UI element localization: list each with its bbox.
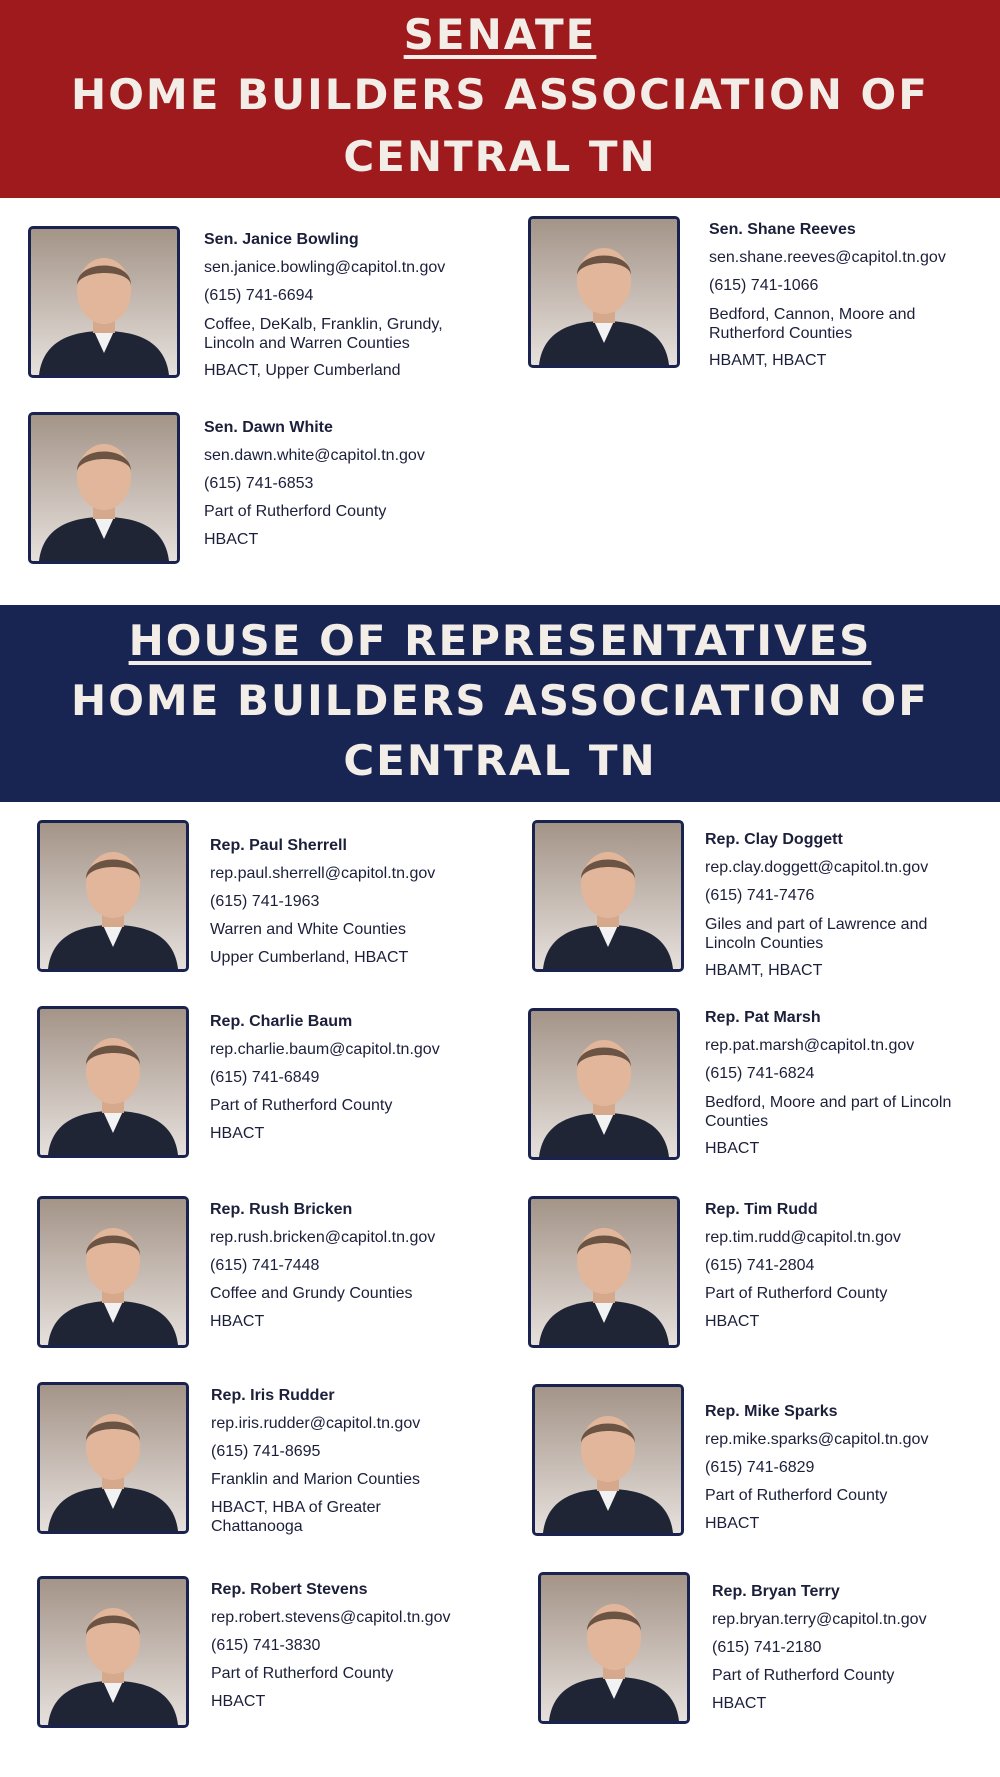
member-phone: (615) 741-6824 <box>705 1065 815 1082</box>
member-phone: (615) 741-1963 <box>210 893 320 910</box>
house-title: HOUSE OF REPRESENTATIVES <box>128 616 872 665</box>
member-counties: Part of Rutherford County <box>705 1285 888 1302</box>
member-email[interactable]: rep.tim.rudd@capitol.tn.gov <box>705 1229 901 1246</box>
member-phone: (615) 741-2804 <box>705 1257 815 1274</box>
member-email[interactable]: rep.robert.stevens@capitol.tn.gov <box>211 1609 451 1626</box>
member-phone: (615) 741-6849 <box>210 1069 320 1086</box>
member-associations: HBACT <box>712 1695 767 1712</box>
member-associations: HBAMT, HBACT <box>709 352 827 369</box>
member-name: Rep. Bryan Terry <box>712 1583 840 1600</box>
member-name: Rep. Mike Sparks <box>705 1403 838 1420</box>
member-email[interactable]: rep.clay.doggett@capitol.tn.gov <box>705 859 929 876</box>
member-associations: HBACT <box>211 1693 266 1710</box>
member-phone: (615) 741-6853 <box>204 475 314 492</box>
member-name: Sen. Janice Bowling <box>204 231 359 248</box>
member-photo <box>28 412 180 564</box>
member-email[interactable]: rep.rush.bricken@capitol.tn.gov <box>210 1229 436 1246</box>
member-phone: (615) 741-1066 <box>709 277 819 294</box>
member-counties: Coffee, DeKalb, Franklin, Grundy, Lincoln and Warren Counties <box>204 316 443 352</box>
member-associations: HBAMT, HBACT <box>705 962 823 979</box>
member-phone: (615) 741-7476 <box>705 887 815 904</box>
member-counties: Warren and White Counties <box>210 921 406 938</box>
senate-subtitle-1: HOME BUILDERS ASSOCIATION OF <box>71 70 929 119</box>
member-phone: (615) 741-7448 <box>210 1257 320 1274</box>
member-associations: HBACT <box>210 1313 265 1330</box>
senate-banner <box>0 0 1000 198</box>
member-associations: HBACT <box>705 1515 760 1532</box>
member-name: Sen. Shane Reeves <box>709 221 856 238</box>
member-phone: (615) 741-6829 <box>705 1459 815 1476</box>
member-photo <box>37 1576 189 1728</box>
member-email[interactable]: rep.mike.sparks@capitol.tn.gov <box>705 1431 929 1448</box>
member-photo <box>37 1382 189 1534</box>
member-email[interactable]: sen.dawn.white@capitol.tn.gov <box>204 447 425 464</box>
member-name: Rep. Iris Rudder <box>211 1387 335 1404</box>
member-counties: Part of Rutherford County <box>211 1665 394 1682</box>
member-counties: Giles and part of Lawrence and Lincoln Counties <box>705 916 928 952</box>
member-associations: HBACT <box>705 1313 760 1330</box>
member-name: Rep. Tim Rudd <box>705 1201 818 1218</box>
member-photo <box>37 820 189 972</box>
member-photo <box>528 1008 680 1160</box>
member-counties: Bedford, Cannon, Moore and Rutherford Counties <box>709 306 916 342</box>
member-email[interactable]: sen.janice.bowling@capitol.tn.gov <box>204 259 446 276</box>
member-counties: Part of Rutherford County <box>204 503 387 520</box>
member-name: Rep. Charlie Baum <box>210 1013 353 1030</box>
member-photo <box>528 216 680 368</box>
member-email[interactable]: rep.iris.rudder@capitol.tn.gov <box>211 1415 421 1432</box>
member-photo <box>528 1196 680 1348</box>
member-counties: Part of Rutherford County <box>705 1487 888 1504</box>
member-photo <box>532 1384 684 1536</box>
house-banner <box>0 605 1000 802</box>
member-phone: (615) 741-6694 <box>204 287 314 304</box>
member-name: Rep. Robert Stevens <box>211 1581 368 1598</box>
member-associations: HBACT <box>204 531 259 548</box>
member-photo <box>37 1196 189 1348</box>
member-counties: Part of Rutherford County <box>210 1097 393 1114</box>
member-photo <box>37 1006 189 1158</box>
member-counties: Bedford, Moore and part of Lincoln Counties <box>705 1094 952 1130</box>
member-phone: (615) 741-8695 <box>211 1443 321 1460</box>
senate-title: SENATE <box>403 10 597 59</box>
member-name: Rep. Rush Bricken <box>210 1201 353 1218</box>
member-email[interactable]: rep.pat.marsh@capitol.tn.gov <box>705 1037 915 1054</box>
member-counties: Coffee and Grundy Counties <box>210 1285 413 1302</box>
house-subtitle-2: CENTRAL TN <box>343 736 657 785</box>
member-phone: (615) 741-3830 <box>211 1637 321 1654</box>
member-name: Rep. Clay Doggett <box>705 831 843 848</box>
member-associations: Upper Cumberland, HBACT <box>210 949 409 966</box>
member-counties: Part of Rutherford County <box>712 1667 895 1684</box>
member-email[interactable]: rep.paul.sherrell@capitol.tn.gov <box>210 865 436 882</box>
member-photo <box>28 226 180 378</box>
member-email[interactable]: rep.bryan.terry@capitol.tn.gov <box>712 1611 927 1628</box>
member-associations: HBACT <box>705 1140 760 1157</box>
member-photo <box>538 1572 690 1724</box>
member-associations: HBACT, HBA of Greater Chattanooga <box>211 1499 381 1535</box>
member-name: Sen. Dawn White <box>204 419 333 436</box>
member-email[interactable]: sen.shane.reeves@capitol.tn.gov <box>709 249 946 266</box>
member-associations: HBACT, Upper Cumberland <box>204 362 401 379</box>
member-associations: HBACT <box>210 1125 265 1142</box>
senate-subtitle-2: CENTRAL TN <box>343 132 657 181</box>
member-phone: (615) 741-2180 <box>712 1639 822 1656</box>
member-name: Rep. Paul Sherrell <box>210 837 347 854</box>
member-email[interactable]: rep.charlie.baum@capitol.tn.gov <box>210 1041 440 1058</box>
member-counties: Franklin and Marion Counties <box>211 1471 420 1488</box>
member-name: Rep. Pat Marsh <box>705 1009 821 1026</box>
member-photo <box>532 820 684 972</box>
house-subtitle-1: HOME BUILDERS ASSOCIATION OF <box>71 676 929 725</box>
